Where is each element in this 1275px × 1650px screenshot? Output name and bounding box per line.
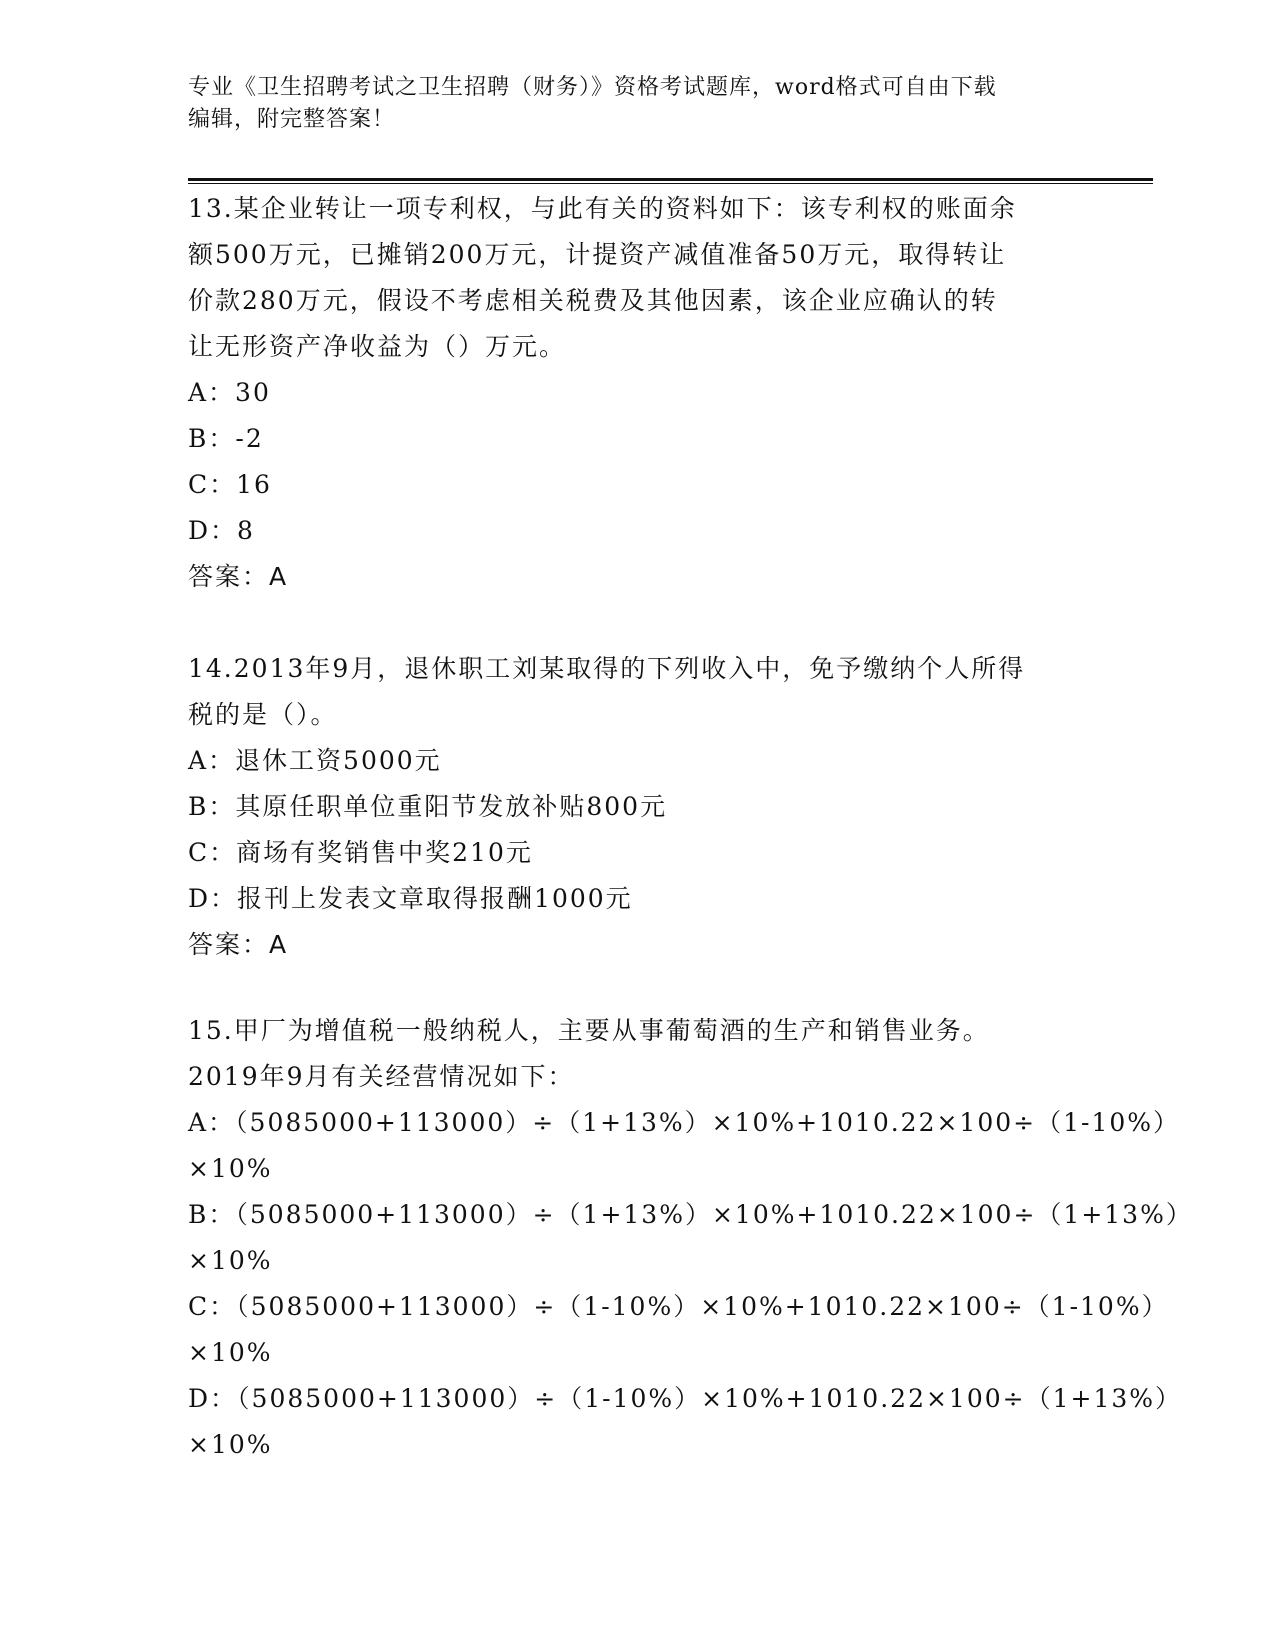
option-c: C：（5085000+113000）÷（1-10%）×10%+1010.22×100÷（1-10%） <box>188 1292 1169 1321</box>
option-a: A：退休工资5000元 <box>188 746 442 775</box>
option-b: B：（5085000+113000）÷（1+13%）×10%+1010.22×100÷（1+13%） <box>188 1200 1193 1229</box>
option-c: C：商场有奖销售中奖210元 <box>188 838 533 867</box>
question-stem-line: 15.甲厂为增值税一般纳税人，主要从事葡萄酒的生产和销售业务。 <box>188 1016 990 1045</box>
option-d: D：（5085000+113000）÷（1-10%）×10%+1010.22×100÷（1+13%） <box>188 1384 1183 1413</box>
option-d-continued: ×10% <box>188 1430 273 1459</box>
option-c-continued: ×10% <box>188 1338 273 1367</box>
question-13 <box>188 186 1088 600</box>
question-stem-line: 税的是（）。 <box>188 700 338 729</box>
option-d: D：8 <box>188 516 255 545</box>
question-stem-line: 14.2013年9月，退休职工刘某取得的下列收入中，免予缴纳个人所得 <box>188 654 1026 683</box>
question-stem-line: 让无形资产净收益为（）万元。 <box>188 332 567 361</box>
question-stem-line: 价款280万元，假设不考虑相关税费及其他因素，该企业应确认的转 <box>188 286 998 315</box>
answer-line: 答案：A <box>188 562 289 591</box>
question-14 <box>188 646 1088 968</box>
option-a-continued: ×10% <box>188 1154 273 1183</box>
question-stem-line: 额500万元，已摊销200万元，计提资产减值准备50万元，取得转让 <box>188 240 1007 269</box>
option-c: C：16 <box>188 470 272 499</box>
option-a: A：（5085000+113000）÷（1+13%）×10%+1010.22×100÷（1-10%） <box>188 1108 1181 1137</box>
option-b: B：其原任职单位重阳节发放补贴800元 <box>188 792 668 821</box>
header-line: 编辑，附完整答案！ <box>188 107 396 132</box>
option-a: A：30 <box>188 378 271 407</box>
header-divider-thin <box>188 183 1153 184</box>
option-d: D：报刊上发表文章取得报酬1000元 <box>188 884 633 913</box>
header-line: 专业《卫生招聘考试之卫生招聘（财务）》资格考试题库，word格式可自由下载 <box>188 75 997 100</box>
answer-line: 答案：A <box>188 930 289 959</box>
question-stem-line: 2019年9月有关经营情况如下： <box>188 1062 575 1091</box>
question-15 <box>188 1008 1193 1468</box>
header-divider-thick <box>188 178 1153 181</box>
option-b: B：-2 <box>188 424 264 453</box>
option-b-continued: ×10% <box>188 1246 273 1275</box>
document-header <box>188 72 1088 136</box>
question-stem-line: 13.某企业转让一项专利权，与此有关的资料如下：该专利权的账面余 <box>188 194 1017 223</box>
